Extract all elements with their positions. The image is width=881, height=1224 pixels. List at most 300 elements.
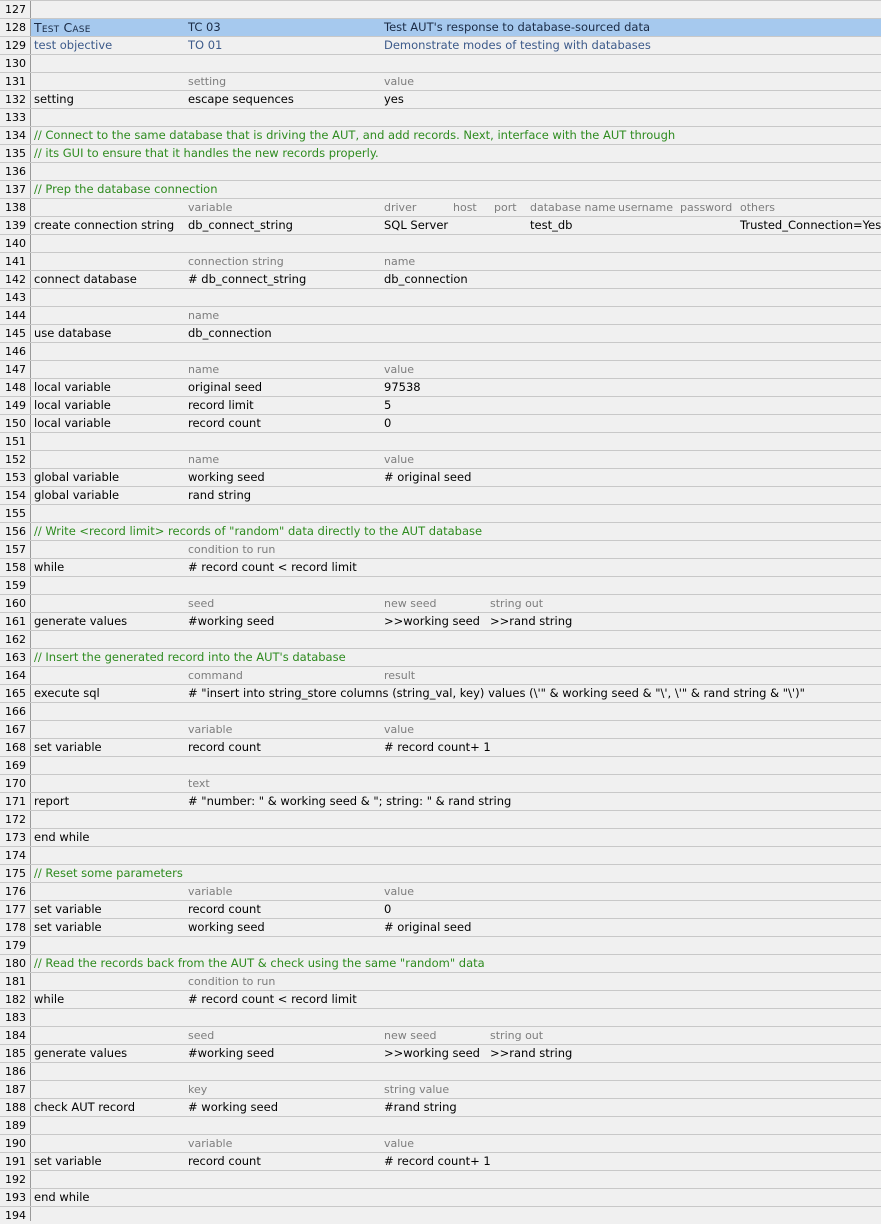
row-content bbox=[31, 469, 881, 486]
grid-row[interactable] bbox=[0, 504, 881, 522]
column-header-cell[interactable]: string out bbox=[490, 1029, 544, 1042]
grid-cell[interactable]: 5 bbox=[384, 398, 392, 412]
column-header-cell[interactable]: value bbox=[384, 1137, 415, 1150]
column-header-cell[interactable]: seed bbox=[188, 1029, 215, 1042]
row-content bbox=[31, 757, 881, 774]
column-header-cell[interactable]: variable bbox=[188, 1137, 233, 1150]
grid-cell[interactable]: db_connection bbox=[188, 326, 272, 340]
row-number[interactable]: 169 bbox=[5, 759, 26, 772]
grid-cell[interactable]: Test AUT's response to database-sourced data bbox=[384, 20, 651, 34]
row-number[interactable]: 152 bbox=[5, 453, 26, 466]
row-number[interactable]: 164 bbox=[5, 669, 26, 682]
row-number[interactable]: 174 bbox=[5, 849, 26, 862]
column-header-cell[interactable]: setting bbox=[188, 75, 227, 88]
grid-row[interactable] bbox=[0, 864, 881, 882]
keyword-cell[interactable]: global variable bbox=[34, 470, 120, 484]
row-number[interactable]: 190 bbox=[5, 1137, 26, 1150]
grid-row[interactable] bbox=[0, 936, 881, 954]
comment-cell[interactable]: // Reset some parameters bbox=[34, 866, 183, 880]
grid-row[interactable] bbox=[0, 756, 881, 774]
row-number[interactable]: 163 bbox=[5, 651, 26, 664]
row-number[interactable]: 194 bbox=[5, 1209, 26, 1222]
grid-row[interactable] bbox=[0, 558, 881, 576]
row-number[interactable]: 133 bbox=[5, 111, 26, 124]
grid-cell[interactable]: record count bbox=[188, 902, 261, 916]
grid-cell[interactable]: rand string bbox=[188, 488, 252, 502]
column-header-cell[interactable]: name bbox=[188, 309, 220, 322]
keyword-cell[interactable]: end while bbox=[34, 830, 90, 844]
row-number[interactable]: 139 bbox=[5, 219, 26, 232]
grid-cell[interactable]: yes bbox=[384, 92, 404, 106]
column-header-cell[interactable]: seed bbox=[188, 597, 215, 610]
grid-row[interactable] bbox=[0, 1062, 881, 1080]
keyword-cell[interactable]: set variable bbox=[34, 1154, 102, 1168]
grid-cell[interactable]: Demonstrate modes of testing with databases bbox=[384, 38, 651, 52]
grid-row[interactable] bbox=[0, 360, 881, 378]
grid-row[interactable] bbox=[0, 1044, 881, 1062]
grid-cell[interactable]: escape sequences bbox=[188, 92, 294, 106]
row-content bbox=[31, 307, 881, 324]
row-content bbox=[31, 91, 881, 108]
row-number[interactable]: 168 bbox=[5, 741, 26, 754]
row-content bbox=[31, 1117, 881, 1134]
grid-cell[interactable]: # original seed bbox=[384, 920, 472, 934]
column-header-cell[interactable]: driver bbox=[384, 201, 417, 214]
row-content bbox=[31, 991, 881, 1008]
grid-row[interactable] bbox=[0, 180, 881, 198]
grid-row[interactable] bbox=[0, 612, 881, 630]
grid-row[interactable] bbox=[0, 1116, 881, 1134]
keyword-cell[interactable]: set variable bbox=[34, 920, 102, 934]
comment-cell[interactable]: // Connect to the same database that is driving the AUT, and add records. Next, interface with the AUT through bbox=[34, 128, 676, 142]
grid-cell[interactable]: record count bbox=[188, 1154, 261, 1168]
row-number[interactable]: 186 bbox=[5, 1065, 26, 1078]
grid-row[interactable] bbox=[0, 882, 881, 900]
row-number[interactable]: 160 bbox=[5, 597, 26, 610]
grid-row[interactable] bbox=[0, 1206, 881, 1224]
row-content bbox=[31, 1063, 881, 1080]
row-content bbox=[31, 523, 881, 540]
row-number[interactable]: 175 bbox=[5, 867, 26, 880]
keyword-cell[interactable]: create connection string bbox=[34, 218, 175, 232]
row-number[interactable]: 181 bbox=[5, 975, 26, 988]
keyword-cell[interactable]: report bbox=[34, 794, 70, 808]
keyword-cell[interactable]: global variable bbox=[34, 488, 120, 502]
grid-cell[interactable]: record count bbox=[188, 416, 261, 430]
row-number[interactable]: 147 bbox=[5, 363, 26, 376]
row-content bbox=[31, 559, 881, 576]
keyword-cell[interactable]: connect database bbox=[34, 272, 137, 286]
column-header-cell[interactable]: value bbox=[384, 885, 415, 898]
grid-cell[interactable]: # record count < record limit bbox=[188, 560, 357, 574]
keyword-cell[interactable]: generate values bbox=[34, 1046, 128, 1060]
grid-row[interactable] bbox=[0, 828, 881, 846]
row-number[interactable]: 191 bbox=[5, 1155, 26, 1168]
grid-row[interactable] bbox=[0, 1008, 881, 1026]
grid-row[interactable] bbox=[0, 486, 881, 504]
row-content bbox=[31, 667, 881, 684]
grid-cell[interactable]: TC 03 bbox=[188, 20, 221, 34]
row-number[interactable]: 183 bbox=[5, 1011, 26, 1024]
row-content bbox=[31, 883, 881, 900]
row-content bbox=[31, 1009, 881, 1026]
row-number[interactable]: 144 bbox=[5, 309, 26, 322]
row-number[interactable]: 146 bbox=[5, 345, 26, 358]
row-number[interactable]: 135 bbox=[5, 147, 26, 160]
grid-cell[interactable]: record count bbox=[188, 740, 261, 754]
grid-row[interactable] bbox=[0, 972, 881, 990]
grid-row[interactable] bbox=[0, 144, 881, 162]
row-number[interactable]: 158 bbox=[5, 561, 26, 574]
row-content bbox=[31, 847, 881, 864]
grid-row[interactable] bbox=[0, 36, 881, 54]
row-number[interactable]: 148 bbox=[5, 381, 26, 394]
column-header-cell[interactable]: condition to run bbox=[188, 975, 276, 988]
grid-cell[interactable]: 0 bbox=[384, 902, 392, 916]
row-content bbox=[31, 505, 881, 522]
grid-row[interactable] bbox=[0, 270, 881, 288]
comment-cell[interactable]: // Write <record limit> records of "random" data directly to the AUT database bbox=[34, 524, 483, 538]
column-header-cell[interactable]: variable bbox=[188, 885, 233, 898]
row-content bbox=[31, 793, 881, 810]
row-content bbox=[31, 1027, 881, 1044]
grid-row[interactable] bbox=[0, 288, 881, 306]
column-header-cell[interactable]: name bbox=[188, 363, 220, 376]
row-number[interactable]: 178 bbox=[5, 921, 26, 934]
column-header-cell[interactable]: new seed bbox=[384, 1029, 437, 1042]
row-number[interactable]: 167 bbox=[5, 723, 26, 736]
row-number[interactable]: 156 bbox=[5, 525, 26, 538]
row-number[interactable]: 179 bbox=[5, 939, 26, 952]
column-header-cell[interactable]: key bbox=[188, 1083, 208, 1096]
row-content bbox=[31, 703, 881, 720]
row-number[interactable]: 131 bbox=[5, 75, 26, 88]
column-header-cell[interactable]: string out bbox=[490, 597, 544, 610]
row-content bbox=[31, 109, 881, 126]
grid-row[interactable] bbox=[0, 1026, 881, 1044]
row-content bbox=[31, 181, 881, 198]
grid-cell[interactable]: # "insert into string_store columns (string_val, key) values (\'" & working seed & "\', \'" & rand string & "\')" bbox=[188, 686, 805, 700]
keyword-cell[interactable]: execute sql bbox=[34, 686, 100, 700]
column-header-cell[interactable]: string value bbox=[384, 1083, 450, 1096]
row-content bbox=[31, 487, 881, 504]
row-number[interactable]: 171 bbox=[5, 795, 26, 808]
row-content bbox=[31, 325, 881, 342]
row-number[interactable]: 154 bbox=[5, 489, 26, 502]
row-number[interactable]: 138 bbox=[5, 201, 26, 214]
row-content bbox=[31, 37, 881, 54]
row-content bbox=[31, 1171, 881, 1188]
keyword-cell[interactable]: use database bbox=[34, 326, 112, 340]
grid-row[interactable] bbox=[0, 432, 881, 450]
grid-row[interactable] bbox=[0, 846, 881, 864]
row-content bbox=[31, 937, 881, 954]
grid-row[interactable] bbox=[0, 234, 881, 252]
grid-cell[interactable]: test_db bbox=[530, 218, 573, 232]
grid-row[interactable] bbox=[0, 0, 881, 18]
grid-row[interactable] bbox=[0, 576, 881, 594]
keyword-cell[interactable]: local variable bbox=[34, 416, 111, 430]
grid-row[interactable] bbox=[0, 126, 881, 144]
row-number[interactable]: 128 bbox=[5, 21, 26, 34]
keyword-cell[interactable]: end while bbox=[34, 1190, 90, 1204]
comment-cell[interactable]: // Read the records back from the AUT & check using the same "random" data bbox=[34, 956, 485, 970]
grid-row[interactable] bbox=[0, 684, 881, 702]
row-number[interactable]: 159 bbox=[5, 579, 26, 592]
column-header-cell[interactable]: password bbox=[680, 201, 733, 214]
grid-row[interactable] bbox=[0, 954, 881, 972]
grid-row[interactable] bbox=[0, 1170, 881, 1188]
grid-row[interactable] bbox=[0, 324, 881, 342]
row-content bbox=[31, 379, 881, 396]
grid-cell[interactable]: # "number: " & working seed & "; string: " & rand string bbox=[188, 794, 512, 808]
column-header-cell[interactable]: value bbox=[384, 723, 415, 736]
grid-row[interactable] bbox=[0, 990, 881, 1008]
column-header-cell[interactable]: value bbox=[384, 453, 415, 466]
grid-row[interactable] bbox=[0, 1188, 881, 1206]
grid-row[interactable] bbox=[0, 18, 881, 36]
grid-row[interactable] bbox=[0, 1080, 881, 1098]
row-content bbox=[31, 343, 881, 360]
grid-row[interactable] bbox=[0, 1152, 881, 1170]
row-number[interactable]: 130 bbox=[5, 57, 26, 70]
row-content bbox=[31, 1189, 881, 1206]
grid-row[interactable] bbox=[0, 630, 881, 648]
row-content bbox=[31, 451, 881, 468]
grid-row[interactable] bbox=[0, 396, 881, 414]
row-number[interactable]: 192 bbox=[5, 1173, 26, 1186]
row-number[interactable]: 173 bbox=[5, 831, 26, 844]
row-number[interactable]: 187 bbox=[5, 1083, 26, 1096]
row-content bbox=[31, 19, 881, 36]
row-number[interactable]: 142 bbox=[5, 273, 26, 286]
keyword-cell[interactable]: Test Case bbox=[34, 20, 91, 35]
column-header-cell[interactable]: username bbox=[618, 201, 673, 214]
column-header-cell[interactable]: condition to run bbox=[188, 543, 276, 556]
grid-row[interactable] bbox=[0, 810, 881, 828]
row-content bbox=[31, 541, 881, 558]
comment-cell[interactable]: // its GUI to ensure that it handles the new records properly. bbox=[34, 146, 379, 160]
grid-row[interactable] bbox=[0, 720, 881, 738]
grid-cell[interactable]: >>working seed bbox=[384, 614, 480, 628]
row-content bbox=[31, 613, 881, 630]
grid-row[interactable] bbox=[0, 72, 881, 90]
row-number[interactable]: 188 bbox=[5, 1101, 26, 1114]
row-number[interactable]: 149 bbox=[5, 399, 26, 412]
grid-cell[interactable]: db_connect_string bbox=[188, 218, 293, 232]
row-number[interactable]: 151 bbox=[5, 435, 26, 448]
grid-cell[interactable]: >>working seed bbox=[384, 1046, 480, 1060]
row-number[interactable]: 136 bbox=[5, 165, 26, 178]
column-header-cell[interactable]: text bbox=[188, 777, 210, 790]
grid-row[interactable] bbox=[0, 342, 881, 360]
row-number[interactable]: 145 bbox=[5, 327, 26, 340]
column-header-cell[interactable]: database name bbox=[530, 201, 616, 214]
grid-row[interactable] bbox=[0, 378, 881, 396]
column-header-cell[interactable]: name bbox=[188, 453, 220, 466]
grid-cell[interactable]: >>rand string bbox=[490, 614, 573, 628]
row-number[interactable]: 129 bbox=[5, 39, 26, 52]
row-content bbox=[31, 901, 881, 918]
column-header-cell[interactable]: result bbox=[384, 669, 416, 682]
row-content bbox=[31, 433, 881, 450]
grid-cell[interactable]: #working seed bbox=[188, 1046, 275, 1060]
grid-row[interactable] bbox=[0, 306, 881, 324]
column-header-cell[interactable]: variable bbox=[188, 201, 233, 214]
row-number[interactable]: 143 bbox=[5, 291, 26, 304]
grid-row[interactable] bbox=[0, 648, 881, 666]
row-content bbox=[31, 865, 881, 882]
column-header-cell[interactable]: host bbox=[453, 201, 477, 214]
row-content bbox=[31, 199, 881, 216]
grid-row[interactable] bbox=[0, 522, 881, 540]
row-number[interactable]: 127 bbox=[5, 3, 26, 16]
grid-cell[interactable]: #rand string bbox=[384, 1100, 457, 1114]
column-header-cell[interactable]: value bbox=[384, 75, 415, 88]
row-number[interactable]: 193 bbox=[5, 1191, 26, 1204]
grid-row[interactable] bbox=[0, 666, 881, 684]
row-content bbox=[31, 649, 881, 666]
grid-row[interactable] bbox=[0, 216, 881, 234]
row-number[interactable]: 134 bbox=[5, 129, 26, 142]
row-number[interactable]: 137 bbox=[5, 183, 26, 196]
column-header-cell[interactable]: value bbox=[384, 363, 415, 376]
row-number[interactable]: 141 bbox=[5, 255, 26, 268]
grid-cell[interactable]: Trusted_Connection=Yes bbox=[740, 218, 881, 232]
row-number[interactable]: 161 bbox=[5, 615, 26, 628]
row-number[interactable]: 177 bbox=[5, 903, 26, 916]
grid-cell[interactable]: # original seed bbox=[384, 470, 472, 484]
grid-row[interactable] bbox=[0, 252, 881, 270]
row-content bbox=[31, 577, 881, 594]
grid-row[interactable] bbox=[0, 1134, 881, 1152]
keyword-cell[interactable]: set variable bbox=[34, 740, 102, 754]
grid-cell[interactable]: # record count+ 1 bbox=[384, 1154, 491, 1168]
keyword-cell[interactable]: generate values bbox=[34, 614, 128, 628]
grid-row[interactable] bbox=[0, 162, 881, 180]
column-header-cell[interactable]: variable bbox=[188, 723, 233, 736]
grid-cell[interactable]: # record count < record limit bbox=[188, 992, 357, 1006]
row-content bbox=[31, 721, 881, 738]
row-number[interactable]: 153 bbox=[5, 471, 26, 484]
grid-cell[interactable]: record limit bbox=[188, 398, 254, 412]
keyword-cell[interactable]: local variable bbox=[34, 380, 111, 394]
row-content bbox=[31, 829, 881, 846]
row-number[interactable]: 189 bbox=[5, 1119, 26, 1132]
grid-cell[interactable]: SQL Server bbox=[384, 218, 449, 232]
row-content bbox=[31, 955, 881, 972]
grid-row[interactable] bbox=[0, 450, 881, 468]
row-content bbox=[31, 361, 881, 378]
row-content bbox=[31, 1207, 881, 1224]
grid-cell[interactable]: # record count+ 1 bbox=[384, 740, 491, 754]
row-number[interactable]: 176 bbox=[5, 885, 26, 898]
grid-cell[interactable]: 97538 bbox=[384, 380, 421, 394]
row-content bbox=[31, 253, 881, 270]
row-number[interactable]: 165 bbox=[5, 687, 26, 700]
grid-row[interactable] bbox=[0, 918, 881, 936]
row-number[interactable]: 170 bbox=[5, 777, 26, 790]
row-number[interactable]: 140 bbox=[5, 237, 26, 250]
grid-row[interactable] bbox=[0, 594, 881, 612]
row-number[interactable]: 157 bbox=[5, 543, 26, 556]
row-number[interactable]: 172 bbox=[5, 813, 26, 826]
grid-cell[interactable]: # working seed bbox=[188, 1100, 279, 1114]
grid-row[interactable] bbox=[0, 540, 881, 558]
grid-row[interactable] bbox=[0, 468, 881, 486]
grid-cell[interactable]: db_connection bbox=[384, 272, 468, 286]
grid-cell[interactable]: working seed bbox=[188, 470, 265, 484]
row-content bbox=[31, 145, 881, 162]
row-content bbox=[31, 127, 881, 144]
column-header-cell[interactable]: others bbox=[740, 201, 776, 214]
row-content bbox=[31, 1153, 881, 1170]
grid-row[interactable] bbox=[0, 1098, 881, 1116]
grid-row[interactable] bbox=[0, 54, 881, 72]
grid-row[interactable] bbox=[0, 108, 881, 126]
row-number[interactable]: 182 bbox=[5, 993, 26, 1006]
grid-row[interactable] bbox=[0, 198, 881, 216]
grid-row[interactable] bbox=[0, 702, 881, 720]
grid-cell[interactable]: TO 01 bbox=[188, 38, 223, 52]
grid-row[interactable] bbox=[0, 900, 881, 918]
grid-cell[interactable]: working seed bbox=[188, 920, 265, 934]
grid-cell[interactable]: original seed bbox=[188, 380, 263, 394]
keyword-cell[interactable]: setting bbox=[34, 92, 74, 106]
grid-cell[interactable]: #working seed bbox=[188, 614, 275, 628]
keyword-cell[interactable]: while bbox=[34, 992, 65, 1006]
column-header-cell[interactable]: port bbox=[494, 201, 517, 214]
row-content bbox=[31, 919, 881, 936]
grid-cell[interactable]: 0 bbox=[384, 416, 392, 430]
row-number[interactable]: 162 bbox=[5, 633, 26, 646]
keyword-cell[interactable]: test objective bbox=[34, 38, 113, 52]
row-number[interactable]: 132 bbox=[5, 93, 26, 106]
grid-cell[interactable]: >>rand string bbox=[490, 1046, 573, 1060]
row-content bbox=[31, 55, 881, 72]
grid-row[interactable] bbox=[0, 738, 881, 756]
column-header-cell[interactable]: connection string bbox=[188, 255, 284, 268]
comment-cell[interactable]: // Prep the database connection bbox=[34, 182, 218, 196]
row-number[interactable]: 180 bbox=[5, 957, 26, 970]
row-number[interactable]: 166 bbox=[5, 705, 26, 718]
row-content bbox=[31, 397, 881, 414]
grid-row[interactable] bbox=[0, 90, 881, 108]
keyword-cell[interactable]: set variable bbox=[34, 902, 102, 916]
row-content bbox=[31, 1045, 881, 1062]
row-content bbox=[31, 739, 881, 756]
row-content bbox=[31, 811, 881, 828]
row-number[interactable]: 185 bbox=[5, 1047, 26, 1060]
grid-cell[interactable]: # db_connect_string bbox=[188, 272, 307, 286]
row-number[interactable]: 155 bbox=[5, 507, 26, 520]
keyword-cell[interactable]: local variable bbox=[34, 398, 111, 412]
grid-row[interactable] bbox=[0, 792, 881, 810]
grid-row[interactable] bbox=[0, 414, 881, 432]
row-content bbox=[31, 595, 881, 612]
comment-cell[interactable]: // Insert the generated record into the AUT's database bbox=[34, 650, 346, 664]
grid-row[interactable] bbox=[0, 774, 881, 792]
keyword-cell[interactable]: while bbox=[34, 560, 65, 574]
row-number[interactable]: 184 bbox=[5, 1029, 26, 1042]
row-content bbox=[31, 1135, 881, 1152]
row-content bbox=[31, 271, 881, 288]
column-header-cell[interactable]: new seed bbox=[384, 597, 437, 610]
column-header-cell[interactable]: command bbox=[188, 669, 243, 682]
row-number[interactable]: 150 bbox=[5, 417, 26, 430]
keyword-cell[interactable]: check AUT record bbox=[34, 1100, 136, 1114]
column-header-cell[interactable]: name bbox=[384, 255, 416, 268]
